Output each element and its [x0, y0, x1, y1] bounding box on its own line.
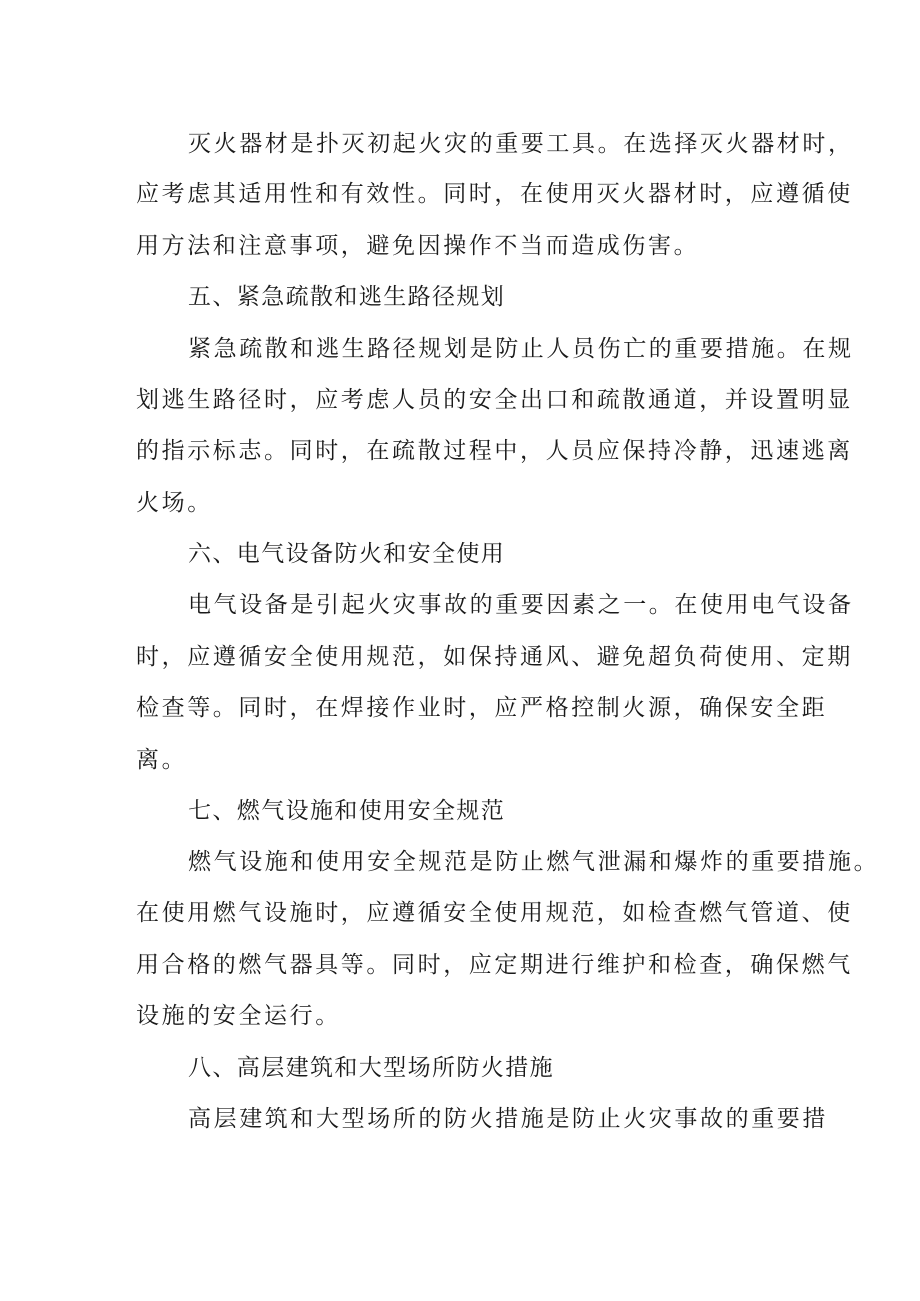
- paragraph-line: 燃气设施和使用安全规范是防止燃气泄漏和爆炸的重要措施。: [188, 849, 880, 875]
- paragraph-line: 设施的安全运行。: [136, 1003, 341, 1029]
- paragraph-line: 灭火器材是扑灭初起火灾的重要工具。在选择灭火器材时，: [188, 131, 854, 157]
- paragraph-line: 在使用燃气设施时，应遵循安全使用规范，如检查燃气管道、使: [136, 900, 853, 926]
- paragraph-line: 电气设备是引起火灾事故的重要因素之一。在使用电气设备: [188, 592, 854, 618]
- paragraph-line: 划逃生路径时，应考虑人员的安全出口和疏散通道，并设置明显: [136, 387, 853, 413]
- paragraph-line: 的指示标志。同时，在疏散过程中，人员应保持冷静，迅速逃离: [136, 438, 853, 464]
- paragraph-line: 时，应遵循安全使用规范，如保持通风、避免超负荷使用、定期: [136, 644, 853, 670]
- paragraph-line: 紧急疏散和逃生路径规划是防止人员伤亡的重要措施。在规: [188, 336, 854, 362]
- section-heading: 八、高层建筑和大型场所防火措施: [188, 1055, 554, 1081]
- paragraph-line: 用方法和注意事项，避免因操作不当而造成伤害。: [136, 233, 700, 259]
- paragraph-line: 用合格的燃气器具等。同时，应定期进行维护和检查，确保燃气: [136, 952, 853, 978]
- paragraph-line: 应考虑其适用性和有效性。同时，在使用灭火器材时，应遵循使: [136, 181, 853, 207]
- paragraph-line: 检查等。同时，在焊接作业时，应严格控制火源，确保安全距: [136, 695, 828, 721]
- section-heading: 六、电气设备防火和安全使用: [188, 541, 506, 567]
- paragraph-line: 离。: [136, 747, 188, 773]
- paragraph-line: 高层建筑和大型场所的防火措施是防止火灾事故的重要措: [188, 1106, 828, 1132]
- paragraph-line: 火场。: [136, 490, 213, 516]
- section-heading: 七、燃气设施和使用安全规范: [188, 798, 506, 824]
- section-heading: 五、紧急疏散和逃生路径规划: [188, 284, 506, 310]
